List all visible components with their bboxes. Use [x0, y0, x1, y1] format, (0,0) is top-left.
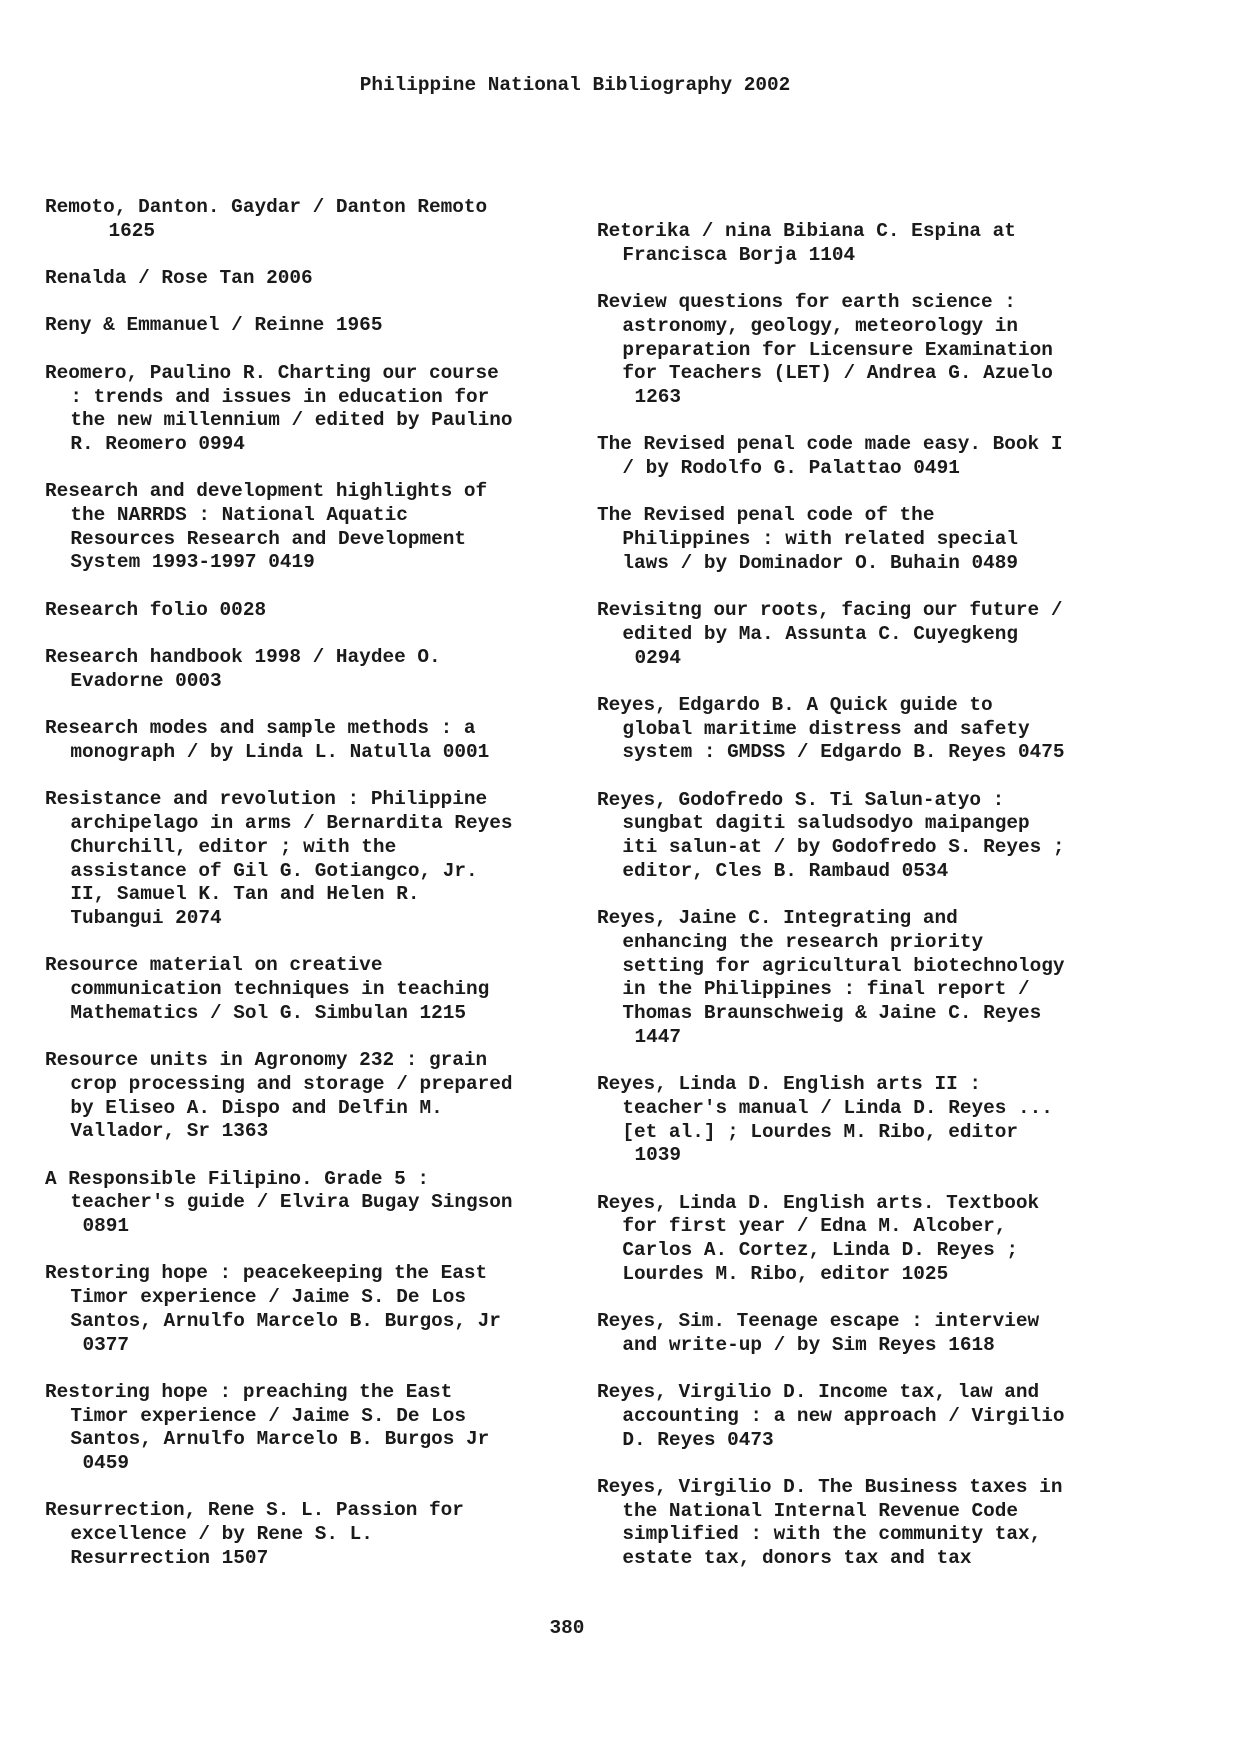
bibliography-entry: [45, 717, 585, 764]
entry-line: The Revised penal code made easy. Book I: [597, 433, 1063, 456]
entry-line: accounting : a new approach / Virgilio: [622, 1404, 1065, 1427]
entry-line: Reyes, Jaine C. Integrating and: [597, 907, 958, 930]
bibliography-entry: [597, 1381, 1157, 1452]
entry-line: teacher's manual / Linda D. Reyes ...: [622, 1096, 1053, 1119]
entry-line: 0377: [82, 1333, 130, 1356]
entry-line: Reyes, Linda D. English arts. Textbook: [597, 1191, 1040, 1214]
bibliography-entry: [45, 1381, 585, 1476]
entry-line: for Teachers (LET) / Andrea G. Azuelo: [622, 362, 1053, 385]
entry-line: Reyes, Godofredo S. Ti Salun-atyo :: [597, 788, 1005, 811]
bibliography-entry: [597, 1073, 1157, 1168]
entry-line: Evadorne 0003: [70, 669, 222, 692]
entry-line: Mathematics / Sol G. Simbulan 1215: [70, 1001, 467, 1024]
entry-line: Research handbook 1998 / Haydee O.: [45, 646, 441, 669]
entry-line: R. Reomero 0994: [70, 432, 245, 455]
entry-line: enhancing the research priority: [622, 930, 984, 953]
entry-line: the new millennium / edited by Paulino: [70, 409, 513, 432]
bibliography-entry: [597, 504, 1157, 575]
entry-line: monograph / by Linda L. Natulla 0001: [70, 741, 490, 764]
bibliography-entry: [45, 362, 585, 457]
entry-line: Francisca Borja 1104: [622, 243, 856, 266]
entry-line: assistance of Gil G. Gotiangco, Jr.: [70, 859, 478, 882]
bibliography-entry: [597, 291, 1157, 410]
entry-line: [et al.] ; Lourdes M. Ribo, editor: [622, 1120, 1019, 1143]
entry-line: System 1993-1997 0419: [70, 551, 315, 574]
entry-line: 0891: [82, 1215, 130, 1238]
entry-line: sungbat dagiti saludsodyo maipangep: [622, 812, 1030, 835]
entry-line: Reny & Emmanuel / Reinne 1965: [45, 314, 383, 337]
entry-line: Review questions for earth science :: [597, 291, 1016, 314]
entry-line: D. Reyes 0473: [622, 1428, 774, 1451]
entry-line: iti salun-at / by Godofredo S. Reyes ;: [622, 836, 1065, 859]
entry-line: : trends and issues in education for: [70, 385, 490, 408]
entry-line: II, Samuel K. Tan and Helen R.: [70, 883, 420, 906]
entry-line: Reyes, Virgilio D. The Business taxes in: [597, 1476, 1063, 1499]
bibliography-entry: [45, 1499, 585, 1570]
bibliography-entry: [45, 480, 585, 575]
entry-line: Remoto, Danton. Gaydar / Danton Remoto: [45, 196, 488, 218]
bibliography-entry: [597, 1310, 1157, 1357]
bibliography-entry: [45, 788, 585, 930]
entry-line: and write-up / by Sim Reyes 1618: [622, 1333, 995, 1356]
entry-line: by Eliseo A. Dispo and Delfin M.: [70, 1096, 443, 1119]
entry-line: system : GMDSS / Edgardo B. Reyes 0475: [622, 741, 1065, 764]
entry-line: Tubangui 2074: [70, 906, 222, 929]
bibliography-entry: [45, 314, 585, 338]
entry-line: Research and development highlights of: [45, 480, 488, 503]
bibliography-entry: [597, 694, 1157, 765]
bibliography-entry: [597, 599, 1157, 670]
entry-line: crop processing and storage / prepared: [70, 1072, 513, 1095]
bibliography-entry: [45, 196, 585, 243]
entry-line: teacher's guide / Elvira Bugay Singson: [70, 1191, 513, 1214]
entry-line: setting for agricultural biotechnology: [622, 954, 1065, 977]
entry-line: simplified : with the community tax,: [622, 1523, 1042, 1546]
bibliography-entry: [597, 220, 1157, 267]
bibliography-entry: [45, 1168, 585, 1239]
entry-line: preparation for Licensure Examination: [622, 338, 1053, 361]
entry-line: Restoring hope : preaching the East: [45, 1380, 453, 1403]
bibliography-entry: [45, 599, 585, 623]
entry-line: Vallador, Sr 1363: [70, 1120, 269, 1143]
bibliography-entry: [45, 646, 585, 693]
page-title: Philippine National Bibliography 2002: [359, 74, 791, 96]
entry-line: the NARRDS : National Aquatic: [70, 504, 408, 527]
bibliography-entry: [45, 1262, 585, 1357]
entry-line: Timor experience / Jaime S. De Los: [70, 1286, 467, 1309]
entry-line: 1625: [108, 219, 156, 242]
entry-line: Retorika / nina Bibiana C. Espina at: [597, 220, 1016, 242]
entry-line: 0294: [634, 646, 682, 669]
entry-line: Reyes, Sim. Teenage escape : interview: [597, 1310, 1040, 1333]
entry-line: communication techniques in teaching: [70, 978, 490, 1001]
entry-line: Carlos A. Cortez, Linda D. Reyes ;: [622, 1239, 1019, 1262]
entry-line: Revisitng our roots, facing our future /: [597, 599, 1063, 622]
entry-line: Restoring hope : peacekeeping the East: [45, 1262, 488, 1285]
entry-line: Resource units in Agronomy 232 : grain: [45, 1049, 488, 1072]
entry-line: estate tax, donors tax and tax: [622, 1547, 972, 1570]
bibliography-entry: [45, 267, 585, 291]
entry-line: astronomy, geology, meteorology in: [622, 314, 1019, 337]
entry-line: edited by Ma. Assunta C. Cuyegkeng: [622, 622, 1019, 645]
entry-line: Reomero, Paulino R. Charting our course: [45, 361, 499, 384]
entry-line: Santos, Arnulfo Marcelo B. Burgos, Jr: [70, 1309, 501, 1332]
entry-line: archipelago in arms / Bernardita Reyes: [70, 812, 513, 835]
bibliography-entry: [45, 954, 585, 1025]
entry-line: 1263: [634, 385, 682, 408]
entry-line: Thomas Braunschweig & Jaine C. Reyes: [622, 1002, 1042, 1025]
bibliography-entry: [597, 1192, 1157, 1287]
entry-line: editor, Cles B. Rambaud 0534: [622, 859, 949, 882]
entry-line: Churchill, editor ; with the: [70, 835, 397, 858]
entry-line: The Revised penal code of the: [597, 504, 935, 527]
page-number: 380: [549, 1617, 585, 1639]
entry-line: Santos, Arnulfo Marcelo B. Burgos Jr: [70, 1428, 490, 1451]
entry-line: Reyes, Linda D. English arts II :: [597, 1073, 981, 1096]
entry-line: global maritime distress and safety: [622, 717, 1030, 740]
entry-line: Research modes and sample methods : a: [45, 717, 476, 740]
entry-line: Reyes, Edgardo B. A Quick guide to: [597, 693, 993, 716]
entry-line: 0459: [82, 1452, 130, 1475]
bibliography-entry: [597, 907, 1157, 1049]
entry-line: Timor experience / Jaime S. De Los: [70, 1404, 467, 1427]
bibliography-entry: [597, 789, 1157, 884]
entry-line: Resurrection 1507: [70, 1546, 269, 1569]
entry-line: Resurrection, Rene S. L. Passion for: [45, 1499, 464, 1522]
entry-line: 1447: [634, 1025, 682, 1048]
entry-line: Renalda / Rose Tan 2006: [45, 267, 313, 290]
entry-line: A Responsible Filipino. Grade 5 :: [45, 1167, 429, 1190]
entry-line: Research folio 0028: [45, 598, 267, 621]
entry-line: in the Philippines : final report /: [622, 978, 1030, 1001]
entry-line: 1039: [634, 1144, 682, 1167]
entry-line: Lourdes M. Ribo, editor 1025: [622, 1262, 949, 1285]
entry-line: excellence / by Rene S. L.: [70, 1523, 373, 1546]
entry-line: Philippines : with related special: [622, 528, 1019, 551]
entry-line: Reyes, Virgilio D. Income tax, law and: [597, 1381, 1040, 1404]
entry-line: Resources Research and Development: [70, 527, 467, 550]
bibliography-entry: [45, 1049, 585, 1144]
entry-line: for first year / Edna M. Alcober,: [622, 1215, 1007, 1238]
bibliography-entry: [597, 1476, 1157, 1571]
entry-line: the National Internal Revenue Code: [622, 1499, 1019, 1522]
entry-line: / by Rodolfo G. Palattao 0491: [622, 457, 960, 479]
entry-line: Resistance and revolution : Philippine: [45, 788, 488, 811]
entry-line: Resource material on creative: [45, 954, 383, 977]
bibliography-entry: [597, 433, 1157, 480]
left-column: [45, 196, 585, 1594]
entry-line: laws / by Dominador O. Buhain 0489: [622, 551, 1019, 574]
right-column: [597, 220, 1157, 1595]
